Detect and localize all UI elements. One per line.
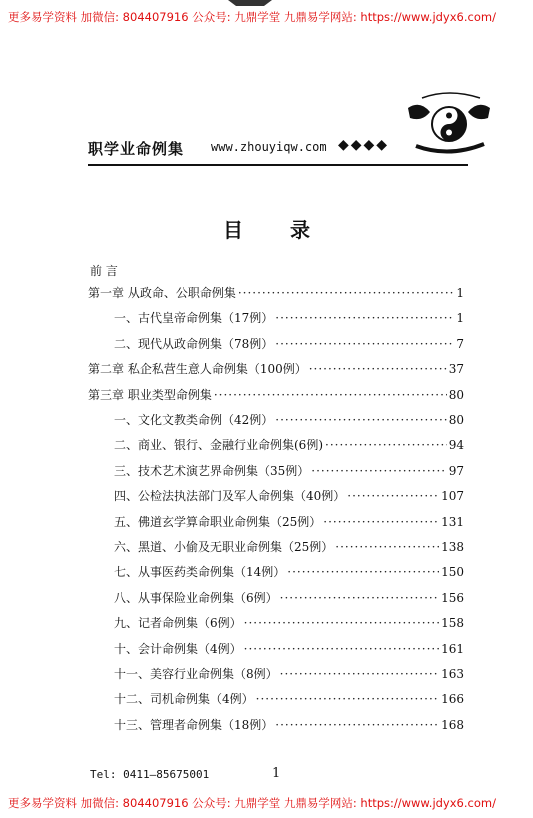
page-number: 1 <box>272 766 281 781</box>
toc-preface: 前 言 <box>90 264 118 278</box>
footer-telephone: Tel: 0411—85675001 <box>90 768 210 781</box>
toc-entry-page: 163 <box>441 667 464 681</box>
toc-leader-dots <box>256 690 439 708</box>
toc-section-entry <box>114 309 464 327</box>
toc-section-entry <box>114 436 464 454</box>
toc-entry-label: 三、技术艺术演艺界命例集（35例） <box>114 463 310 478</box>
yin-yang-fish-logo-icon <box>402 86 496 160</box>
toc-entry-label: 十一、美容行业命例集（8例） <box>114 667 278 681</box>
toc-entry-label: 八、从事保险业命例集（6例） <box>114 590 278 605</box>
toc-section-entry <box>114 665 464 683</box>
toc-entry-label: 四、公检法执法部门及军人命例集（40例） <box>114 489 346 504</box>
website-url[interactable]: www.zhouyiqw.com <box>211 140 327 154</box>
toc-entry-page: 94 <box>448 438 464 453</box>
toc-entry-page: 1 <box>456 311 464 326</box>
toc-entry-label: 第二章 私企私营生意人命例集（100例） <box>88 362 307 377</box>
toc-entry-page: 80 <box>448 413 464 427</box>
toc-section-entry <box>114 335 464 353</box>
toc-entry-page: 97 <box>448 463 464 478</box>
toc-entry-page: 7 <box>456 336 464 351</box>
toc-section-entry <box>114 538 464 556</box>
toc-leader-dots <box>287 563 439 581</box>
toc-entry-label: 二、现代从政命例集（78例） <box>114 336 274 351</box>
top-banner[interactable]: 更多易学资料 加微信: 804407916 公众号: 九鼎学堂 九鼎易学网站: https://www.jdyx6.com/ <box>8 10 496 24</box>
toc-entry-page: 158 <box>441 616 464 631</box>
toc-chapter-entry <box>88 386 464 404</box>
toc-entry-label: 十二、司机命例集（4例） <box>114 692 254 707</box>
toc-entry-label: 十、会计命例集（4例） <box>114 641 242 656</box>
diamond-decoration: ◆◆◆◆ <box>338 137 390 153</box>
toc-entry-label: 一、古代皇帝命例集（17例） <box>114 311 274 326</box>
toc-entry-label: 第三章 职业类型命例集 <box>88 387 212 402</box>
toc-section-entry <box>114 589 464 607</box>
toc-section-entry <box>114 411 464 429</box>
header-rule <box>88 164 468 166</box>
toc-entry-label: 一、文化文教类命例（42例） <box>114 413 274 427</box>
toc-section-entry <box>114 563 464 581</box>
toc-leader-dots <box>238 284 455 302</box>
book-title: 职学业命例集 <box>88 140 185 158</box>
toc-section-entry <box>114 614 464 632</box>
toc-leader-dots <box>335 538 439 556</box>
toc-section-entry <box>114 640 464 658</box>
toc-entry-page: 80 <box>448 387 464 402</box>
toc-entry-label: 二、商业、银行、金融行业命例集(6例) <box>114 438 323 453</box>
toc-entry-page: 131 <box>441 514 464 529</box>
toc-entry-page: 37 <box>448 362 464 377</box>
toc-leader-dots <box>280 665 439 683</box>
toc-entry-page: 138 <box>441 540 464 554</box>
toc-leader-dots <box>275 309 454 327</box>
toc-leader-dots <box>244 640 439 658</box>
toc-section-entry <box>114 690 464 708</box>
toc-entry-label: 七、从事医药类命例集（14例） <box>114 565 286 580</box>
toc-entry-label: 五、佛道玄学算命职业命例集（25例） <box>114 514 322 529</box>
toc-entry-page: 107 <box>441 489 464 504</box>
toc-leader-dots <box>214 386 447 404</box>
toc-entry-page: 150 <box>441 565 464 580</box>
toc-leader-dots <box>275 716 439 734</box>
toc-chapter-entry <box>88 284 464 302</box>
toc-entry-label: 六、黑道、小偷及无职业命例集（25例） <box>114 540 334 554</box>
toc-heading: 目 录 <box>223 218 330 242</box>
toc-entry-label: 九、记者命例集（6例） <box>114 616 242 631</box>
toc-entry-label: 第一章 从政命、公职命例集 <box>88 286 236 300</box>
toc-section-entry <box>114 462 464 480</box>
toc-section-entry <box>114 487 464 505</box>
toc-entry-label: 十三、管理者命例集（18例） <box>114 717 274 732</box>
toc-leader-dots <box>311 462 446 480</box>
toc-leader-dots <box>275 411 446 429</box>
toc-leader-dots <box>309 360 447 378</box>
toc-chapter-entry <box>88 360 464 378</box>
toc-entry-page: 166 <box>441 692 464 707</box>
toc-entry-page: 161 <box>441 641 464 656</box>
toc-leader-dots <box>323 513 439 531</box>
toc-section-entry <box>114 513 464 531</box>
toc-leader-dots <box>325 436 447 454</box>
toc-entry-page: 1 <box>456 286 464 300</box>
toc-leader-dots <box>244 614 439 632</box>
toc-leader-dots <box>280 589 439 607</box>
toc-leader-dots <box>275 335 454 353</box>
toc-leader-dots <box>347 487 439 505</box>
toc-section-entry <box>114 716 464 734</box>
toc-entry-page: 156 <box>441 590 464 605</box>
toc-entry-page: 168 <box>441 717 464 732</box>
bottom-banner[interactable]: 更多易学资料 加微信: 804407916 公众号: 九鼎学堂 九鼎易学网站: https://www.jdyx6.com/ <box>8 796 496 810</box>
